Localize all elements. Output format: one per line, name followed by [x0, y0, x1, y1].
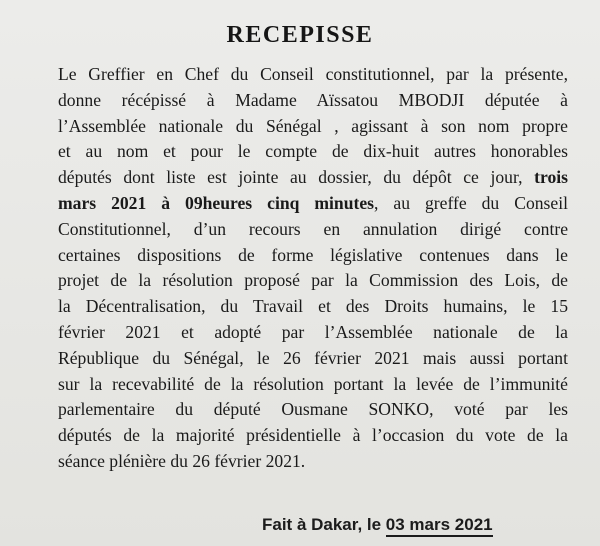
body-text-bold: mars 2021 à 09heures cinq minutes	[58, 192, 375, 213]
body-text-segment: Le Greffier en Chef du Conseil constitutionnel, par la présente,	[58, 64, 568, 84]
body-line	[58, 346, 568, 372]
body-text-segment: donne récépissé à Madame Aïssatou MBODJI députée à	[58, 89, 568, 110]
body-text-bold: trois	[534, 167, 568, 188]
body-line	[58, 62, 568, 88]
body-line	[58, 191, 568, 217]
body-text-segment: février 2021 et adopté par l’Assemblée nationale de la	[58, 321, 568, 342]
body-line	[58, 397, 568, 423]
body-line	[58, 294, 568, 320]
signature-prefix: Fait à Dakar, le	[262, 515, 386, 534]
body-text-segment: séance plénière du 26 février 2021.	[58, 450, 306, 471]
body-text-segment: certaines dispositions de forme législative contenues dans le	[58, 244, 568, 265]
body-text-segment: , au greffe du Conseil	[374, 192, 568, 213]
body-text-segment: République du Sénégal, le 26 février 2021 mais aussi portant	[58, 347, 568, 368]
body-line	[58, 320, 568, 346]
document-title: RECEPISSE	[226, 22, 374, 48]
signature-date: 03 mars 2021	[386, 515, 493, 537]
body-line	[58, 88, 568, 114]
body-line	[58, 423, 568, 449]
body-line	[58, 114, 568, 140]
body-text-segment: députés de la majorité présidentielle à l’occasion du vote de la	[58, 425, 568, 446]
body-text-segment: députés dont liste est jointe au dossier, du dépôt ce jour,	[58, 167, 535, 188]
body-text-segment: l’Assemblée nationale du Sénégal , agissant à son nom propre	[58, 115, 568, 136]
body-text-segment: et au nom et pour le compte de dix-huit autres honorables	[58, 141, 568, 162]
body-text-segment: la Décentralisation, du Travail et des Droits humains, le 15	[58, 296, 568, 317]
body-text-segment: parlementaire du député Ousmane SONKO, voté par les	[58, 399, 568, 420]
body-text-segment: projet de la résolution proposé par la Commission des Lois, de	[58, 270, 568, 291]
body-line	[58, 139, 568, 165]
body-text-segment: Constitutionnel, d’un recours en annulation dirigé contre	[58, 218, 568, 239]
body-text-segment: sur la recevabilité de la résolution portant la levée de l’immunité	[58, 373, 568, 394]
document-body	[58, 62, 568, 475]
body-line	[58, 268, 568, 294]
body-line	[58, 165, 568, 191]
signature-line	[262, 515, 493, 535]
body-line	[58, 372, 568, 398]
body-line	[58, 449, 568, 475]
body-line	[58, 217, 568, 243]
body-line	[58, 243, 568, 269]
